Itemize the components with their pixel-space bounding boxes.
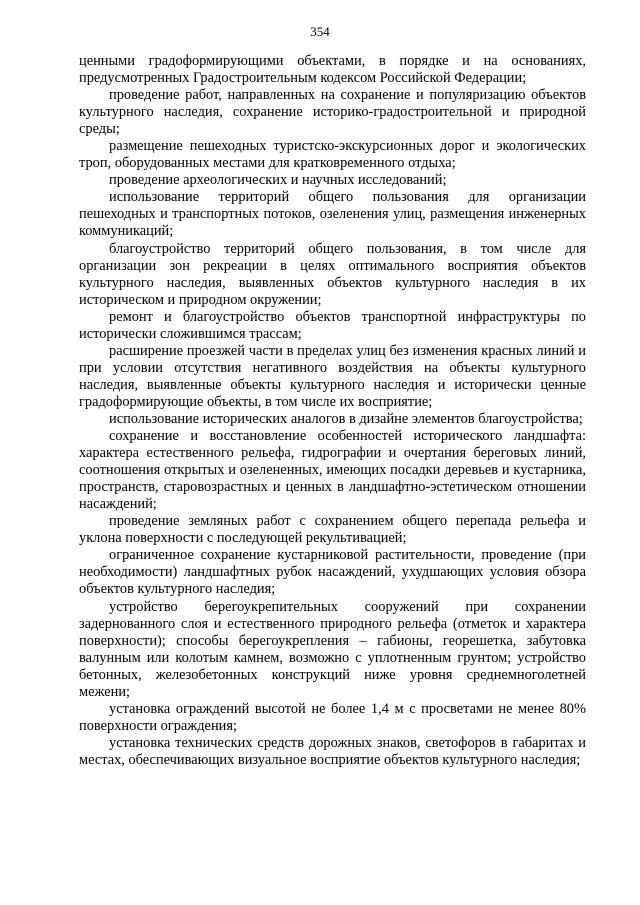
paragraph: устройство берегоукрепительных сооружений при сохранении задернованного слоя и естественного природного рельефа (отметок и характера поверхности); способы берегоукрепления – габионы, георешетка, забутовка валунным или колотым камнем, возможно с уплотненным грунтом; устройство бетонных, железобетонных конструкций ниже уровня среднемноголетней межени;	[79, 598, 586, 700]
paragraph: использование территорий общего пользования для организации пешеходных и транспортных потоков, озеленения улиц, размещения инженерных коммуникаций;	[79, 189, 586, 240]
paragraph: проведение земляных работ с сохранением общего перепада рельефа и уклона поверхности с последующей рекультивацией;	[79, 513, 586, 547]
paragraph: ограниченное сохранение кустарниковой растительности, проведение (при необходимости) ландшафтных рубок насаждений, ухудшающих условия обзора объектов культурного наследия;	[79, 547, 586, 598]
paragraph: установка технических средств дорожных знаков, светофоров в габаритах и местах, обеспечивающих визуальное восприятие объектов культурного наследия;	[79, 734, 586, 768]
paragraph: благоустройство территорий общего пользования, в том числе для организации зон рекреации в целях оптимального восприятия объектов культурного наследия, выявленных объектов культурного наследия в их историческом и природном окружении;	[79, 240, 586, 308]
paragraph: расширение проезжей части в пределах улиц без изменения красных линий и при условии отсутствия негативного воздействия на объекты культурного наследия, выявленные объекты культурного наследия и исторически ценные градоформирующие объекты, в том числе их восприятие;	[79, 342, 586, 410]
paragraph: установка ограждений высотой не более 1,4 м с просветами не менее 80% поверхности ограждения;	[79, 700, 586, 734]
paragraph-continuation: ценными градоформирующими объектами, в порядке и на основаниях, предусмотренных Градостроительным кодексом Российской Федерации;	[79, 53, 586, 87]
paragraph: использование исторических аналогов в дизайне элементов благоустройства;	[109, 410, 583, 427]
paragraph: ремонт и благоустройство объектов транспортной инфраструктуры по исторически сложившимся трассам;	[79, 308, 586, 342]
document-body	[79, 53, 586, 769]
paragraph: размещение пешеходных туристско-экскурсионных дорог и экологических троп, оборудованных местами для кратковременного отдыха;	[79, 138, 586, 172]
paragraph: проведение археологических и научных исследований;	[109, 172, 447, 189]
paragraph: проведение работ, направленных на сохранение и популяризацию объектов культурного наследия, сохранение историко-градостроительной и природной среды;	[79, 87, 586, 138]
page-number: 354	[310, 24, 330, 39]
paragraph: сохранение и восстановление особенностей исторического ландшафта: характера естественного рельефа, гидрографии и очертания береговых линий, соотношения открытых и озелененных, имеющих посадки деревьев и кустарника, пространств, старовозрастных и ценных в ландшафтно-эстетическом отношении насаждений;	[79, 428, 586, 513]
